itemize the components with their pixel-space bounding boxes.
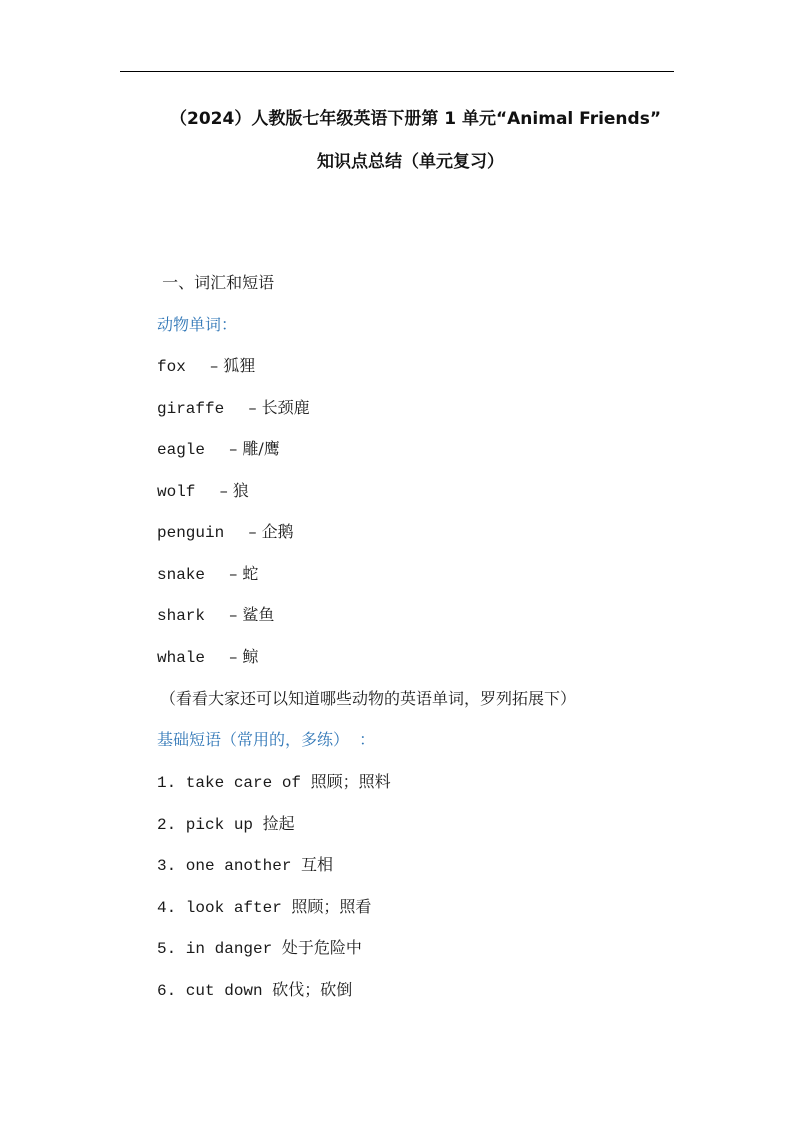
vocab-item [157,604,274,627]
phrase-item [157,979,352,1002]
vocab-item [157,480,249,503]
phrase-item [157,813,295,836]
vocab-item [157,521,294,544]
vocab-heading: 动物单词： [157,315,238,334]
document-title-line1: （2024）人教版七年级英语下册第 1 单元“Animal Friends” [170,109,661,129]
vocab-meaning: – 狐狸 [205,356,256,375]
vocab-item [157,438,280,461]
vocab-word: penguin [157,524,244,542]
phrase-item [157,896,371,919]
vocab-word: snake [157,566,225,584]
vocab-meaning: – 长颈鹿 [243,398,310,417]
phrase-en: 1. take care of [157,774,311,792]
phrases-heading: 基础短语（常用的，多练） ： [157,730,376,749]
phrase-item [157,771,391,794]
vocab-meaning: – 雕/鹰 [224,439,280,458]
phrase-en: 6. cut down [157,982,273,1000]
vocab-word: whale [157,649,225,667]
extension-note: （看看大家还可以知道哪些动物的英语单词，罗列拓展下） [160,689,577,708]
phrase-zh: 砍伐；砍倒 [272,980,353,999]
vocab-word: eagle [157,441,225,459]
vocab-word: giraffe [157,400,244,418]
vocab-meaning: – 企鹅 [243,522,294,541]
vocab-item [157,563,258,586]
document-title-line2: 知识点总结（单元复习） [317,152,504,172]
vocab-word: wolf [157,483,215,501]
phrase-en: 2. pick up [157,816,263,834]
phrase-zh: 处于危险中 [281,938,362,957]
vocab-meaning: – 鲨鱼 [224,605,275,624]
phrase-en: 3. one another [157,857,302,875]
vocab-item [157,397,310,420]
header-rule [120,71,674,72]
phrase-zh: 互相 [301,855,334,874]
vocab-word: fox [157,358,206,376]
phrase-en: 4. look after [157,899,292,917]
vocab-item [157,355,255,378]
vocab-meaning: – 狼 [214,481,249,500]
phrase-zh: 照顾；照看 [291,897,372,916]
phrase-en: 5. in danger [157,940,282,958]
vocab-item [157,646,258,669]
vocab-word: shark [157,607,225,625]
phrase-zh: 照顾；照料 [310,772,391,791]
phrase-item [157,854,333,877]
section-heading: 一、词汇和短语 [157,273,275,292]
vocab-meaning: – 蛇 [224,564,259,583]
phrase-zh: 捡起 [262,814,295,833]
vocab-meaning: – 鲸 [224,647,259,666]
phrase-item [157,937,362,960]
